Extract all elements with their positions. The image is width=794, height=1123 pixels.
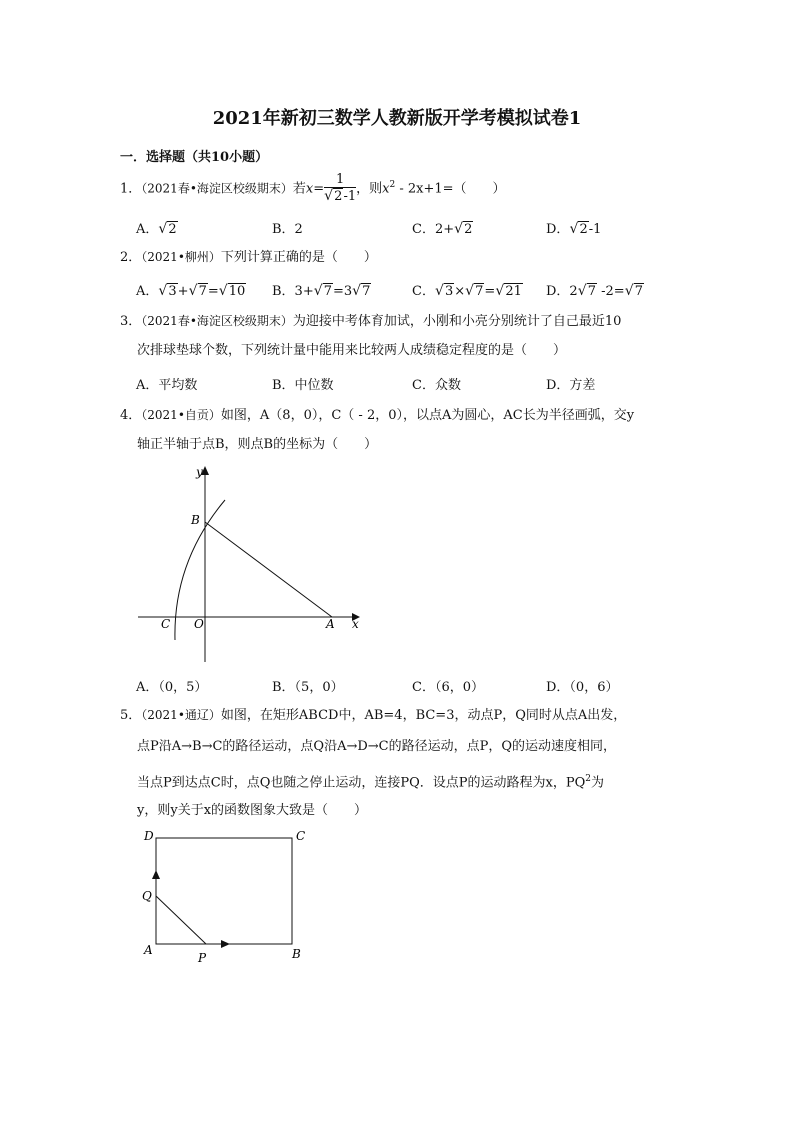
math-x: x: [382, 181, 390, 197]
superscript: 2: [585, 774, 591, 784]
question-4: [120, 406, 634, 425]
label-y: y: [196, 465, 203, 479]
sqrt: [352, 284, 371, 299]
question-text: 下列计算正确的是（ ）: [220, 250, 377, 265]
segment-ab: [205, 522, 332, 617]
option-b[interactable]: B．中位数: [272, 378, 334, 393]
superscript: 2: [389, 180, 396, 191]
sqrt: [569, 222, 588, 237]
sqrt: [454, 222, 473, 237]
operator: -2=: [596, 284, 625, 299]
radicand: 7: [198, 284, 207, 299]
option-d[interactable]: D．（0，6）: [546, 680, 619, 695]
sqrt: [189, 284, 208, 299]
sqrt: [465, 284, 484, 299]
fraction-denominator: [324, 188, 356, 206]
option-a[interactable]: A．（0，5）: [136, 680, 208, 695]
radicand: 21: [505, 284, 522, 299]
question-text: 如图，在矩形ABCD中，AB=4，BC=3，动点P，Q同时从点A出发，: [220, 708, 627, 723]
question-text: 若: [292, 181, 306, 197]
label-a: A: [144, 943, 153, 957]
option-a[interactable]: [136, 280, 246, 299]
sqrt: [314, 284, 333, 299]
question-number: 5．: [120, 708, 142, 723]
fraction: [324, 172, 356, 206]
question-source: （2021春•海淀区校级期末）: [141, 314, 293, 328]
option-b[interactable]: [272, 280, 371, 299]
question-text: 为: [590, 775, 604, 791]
radicand: 10: [228, 284, 246, 299]
question-source: （2021•柳州）: [141, 250, 221, 264]
option-label: B．3+: [272, 284, 314, 299]
sqrt: [435, 284, 454, 299]
radicand: 7: [475, 284, 484, 299]
sqrt: [158, 284, 177, 299]
question-text: 为迎接中考体育加试，小刚和小亮分别统计了自己最近10: [292, 314, 622, 329]
label-x: x: [352, 617, 359, 631]
radicand: 2: [579, 222, 588, 237]
option-b[interactable]: B．2: [272, 222, 303, 237]
sqrt: [625, 284, 644, 299]
question-2: [120, 248, 377, 267]
option-label: A．: [136, 284, 159, 299]
arrow-p: [221, 940, 230, 948]
sqrt: [578, 284, 597, 299]
rectangle-figure: [138, 826, 318, 966]
label-b: B: [292, 947, 301, 961]
radicand: 3: [444, 284, 454, 299]
label-a: A: [326, 617, 335, 631]
question-source: （2021•自贡）: [141, 408, 221, 422]
page-title: 2021年新初三数学人教新版开学考模拟试卷1: [212, 108, 582, 129]
question-number: 4．: [120, 408, 142, 423]
option-c[interactable]: [412, 280, 523, 299]
question-source: （2021•通辽）: [141, 708, 221, 722]
radicand: 2: [334, 189, 343, 204]
operator: =3: [333, 284, 353, 299]
question-4-line-2: 轴正半轴于点B，则点B的坐标为（ ）: [137, 437, 378, 452]
segment-pq: [156, 896, 206, 944]
rectangle-abcd: [156, 838, 292, 944]
arrow-q: [152, 870, 160, 879]
operator: ×: [454, 284, 466, 299]
option-b[interactable]: B．（5，0）: [272, 680, 344, 695]
label-p: P: [198, 951, 207, 965]
question-5-line-4: y，则y关于x的函数图象大致是（ ）: [137, 803, 368, 818]
math-x: x=: [305, 181, 325, 197]
sqrt: [495, 284, 523, 299]
option-c[interactable]: [412, 218, 473, 237]
question-text: ，则: [356, 181, 383, 197]
label-c: C: [296, 829, 306, 843]
question-5-line-2: 点P沿A→B→C的路径运动，点Q沿A→D→C的路径运动，点P，Q的运动速度相同，: [137, 739, 617, 754]
option-label: D．2: [546, 284, 578, 299]
option-d[interactable]: D．方差: [546, 378, 596, 393]
question-5-line-3: [137, 770, 604, 792]
operator: =: [207, 284, 219, 299]
label-q: Q: [142, 889, 152, 903]
question-number: 2．: [120, 250, 142, 265]
label-o: O: [194, 617, 204, 631]
label-c: C: [161, 617, 171, 631]
question-5: [120, 706, 626, 725]
question-text: 当点P到达点C时，点Q也随之停止运动，连接PQ．设点P的运动路程为x，PQ: [137, 775, 586, 791]
radicand: 7: [587, 284, 596, 299]
question-1: [120, 172, 506, 206]
option-label: D．: [546, 222, 570, 237]
sqrt: [324, 188, 343, 206]
option-label: C．2+: [412, 222, 455, 237]
sqrt: [219, 284, 247, 299]
option-tail: -1: [588, 222, 602, 237]
label-d: D: [144, 829, 154, 843]
radicand: 3: [168, 284, 177, 299]
option-label: A．: [136, 222, 159, 237]
label-b: B: [191, 513, 200, 527]
section-heading: 一．选择题（共10小题）: [120, 150, 269, 165]
option-label: C．: [412, 284, 435, 299]
question-source: （2021春•海淀区校级期末）: [141, 181, 293, 196]
radicand: 2: [168, 222, 177, 237]
option-a[interactable]: A．平均数: [136, 378, 198, 393]
radicand: 7: [362, 284, 371, 299]
coordinate-figure: [128, 462, 368, 668]
question-number: 1．: [120, 181, 142, 197]
denominator-tail: -1: [343, 189, 357, 204]
option-d[interactable]: [546, 280, 644, 299]
question-text: - 2x+1=（ ）: [395, 181, 506, 197]
question-number: 3．: [120, 314, 142, 329]
radicand: 7: [323, 284, 332, 299]
radicand: 7: [634, 284, 643, 299]
option-c[interactable]: C．（6，0）: [412, 680, 484, 695]
sqrt: [158, 222, 177, 237]
question-3: [120, 312, 621, 331]
question-3-line-2: 次排球垫球个数，下列统计量中能用来比较两人成绩稳定程度的是（ ）: [137, 343, 567, 358]
operator: +: [177, 284, 189, 299]
operator: =: [484, 284, 496, 299]
option-d[interactable]: [546, 218, 601, 237]
fraction-numerator: 1: [324, 172, 356, 188]
radicand: 2: [464, 222, 473, 237]
question-text: 如图，A（8，0），C（ - 2，0），以点A为圆心，AC长为半径画弧，交y: [220, 408, 635, 423]
option-a[interactable]: [136, 218, 178, 237]
option-c[interactable]: C．众数: [412, 378, 461, 393]
